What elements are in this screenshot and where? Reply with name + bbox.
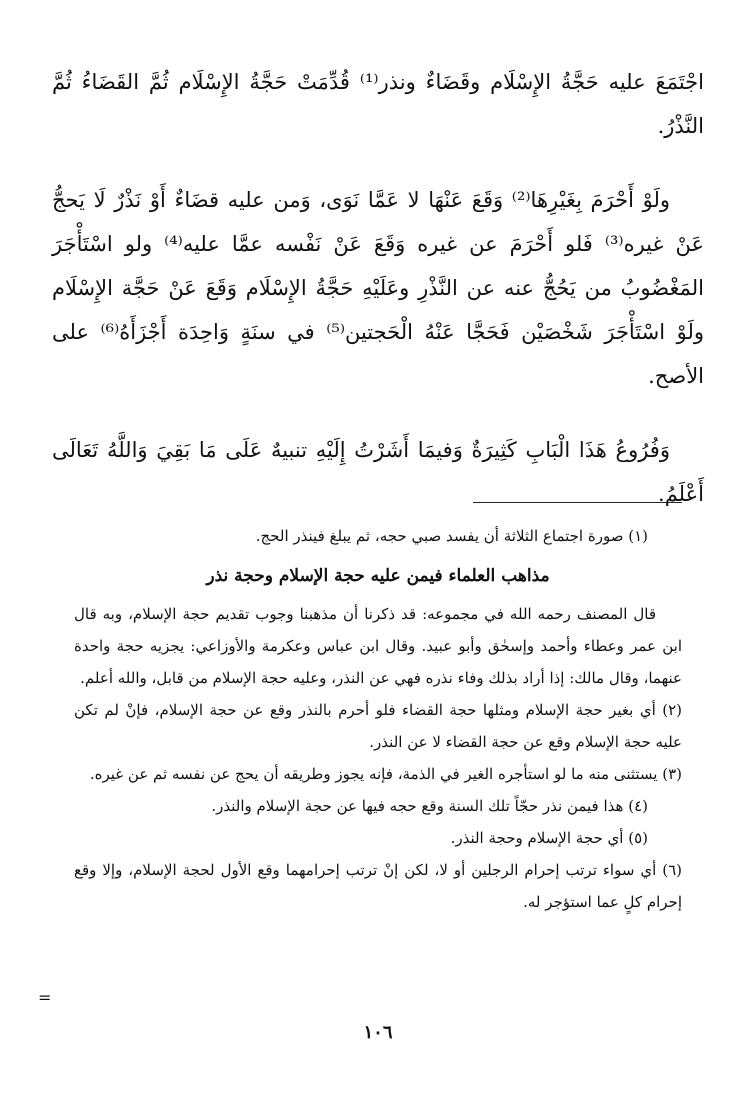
main-text-block (52, 60, 704, 546)
margin-mark: = (38, 988, 52, 1007)
main-paragraph-1: اجْتَمَعَ عليه حَجَّةُ الإِسْلَام وقَضَاءٌ ونذر⁽¹⁾ قُدِّمَتْ حَجَّةُ الإِسْلَام ثُمَّ القَضَاءُ ثُمَّ النَّذْرُ. (52, 70, 704, 138)
footnote-6: (٦) أي سواء ترتب إحرام الرجلين أو لا، لكن إنْ ترتب إحرامهما وقع الأول لحجة الإسلام، وإلا وقع إحرام كلٍ عما استؤجر له. (74, 861, 682, 911)
main-paragraph-2: ولَوْ أَحْرَمَ بِغَيْرِهَا⁽²⁾ وَقَعَ عَنْهَا لا عَمَّا نَوَى، وَمن عليه قضَاءٌ أَوْ نَذْرٌ لَا يَحجُّ عَنْ غيره⁽³⁾ فَلو أَحْرَمَ عن غيره وَقَعَ عَنْ نَفْسه عمَّا عليه⁽⁴⁾ ولو اسْتَأْجَرَ المَغْضُوبُ من يَحُجُّ عنه عن النَّذْرِ وعَلَيْهِ حَجَّةُ الإِسْلَام وَقَعَ عَنْ حَجَّة الإِسْلَام ولَوْ اسْتَأْجَرَ شَخْصَيْن فَحَجَّا عَنْهُ الْحَجتين⁽⁵⁾ في سنَةٍ وَاحِدَة أَجْزَأَهُ⁽⁶⁾ على الأصح. (52, 188, 704, 388)
page-number: ١٠٦ (363, 1022, 393, 1043)
footnote-5: (٥) أي حجة الإسلام وحجة النذر. (450, 829, 648, 847)
footnote-separator (473, 502, 682, 503)
footnote-1: (١) صورة اجتماع الثلاثة أن يفسد صبي حجه، ثم يبلغ فينذر الحج. (255, 527, 648, 545)
footnote-3: (٣) يستثنى منه ما لو استأجره الغير في الذمة، فإنه يجوز وطريقه أن يحج عن نفسه ثم عن غيره. (89, 765, 682, 783)
footnote-2: (٢) أي بغير حجة الإسلام ومثلها حجة القضاء فلو أحرم بالنذر وقع عن حجة الإسلام، فإنْ لم تكن عليه حجة الإسلام وقع عن حجة القضاء لا عن النذر. (74, 701, 682, 751)
footnote-commentary: قال المصنف رحمه الله في مجموعه: قد ذكرنا أن مذهبنا وجوب تقديم حجة الإسلام، وبه قال ابن عمر وعطاء وأحمد وإسحٰق وأبو عبيد. وقال ابن عباس وعكرمة والأوزاعي: يجزيه حجة واحدة عنهما، وقال مالك: إذا أراد بذلك وفاء نذره فهي عن النذر، وعليه حجة الإسلام من قابل، والله أعلم. (74, 605, 682, 687)
footnote-heading: مذاهب العلماء فيمن عليه حجة الإسلام وحجة نذر (206, 566, 550, 586)
footnotes-block (74, 520, 682, 918)
footnote-4: (٤) هذا فيمن نذر حجّاً تلك السنة وقع حجه فيها عن حجة الإسلام والنذر. (211, 797, 648, 815)
main-paragraph-3: وَفُرُوعُ هَذَا الْبَابِ كَثِيرَةٌ وَفيمَا أَشَرْتُ إِلَيْهِ تنبيهٌ عَلَى مَا بَقِيَ وَاللَّهُ تَعَالَى أَعْلَمُ. (52, 438, 704, 506)
